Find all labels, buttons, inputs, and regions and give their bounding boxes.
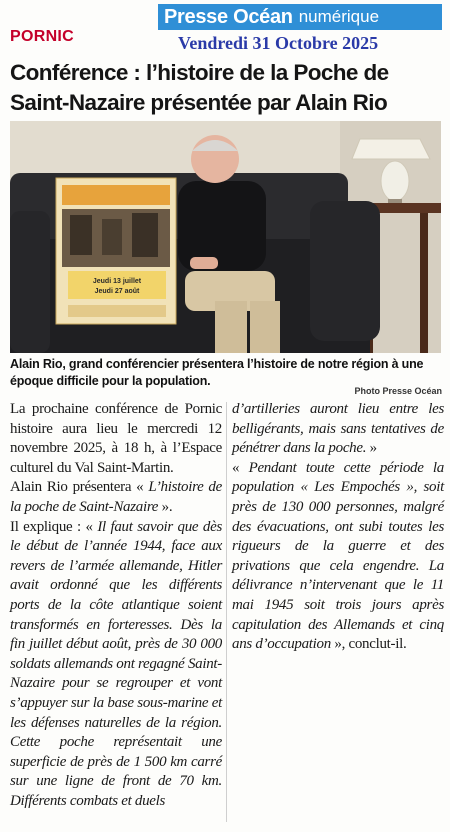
p2-start: Alain Rio présentera « (10, 479, 149, 496)
quote-1-continued: d’artilleries auront lieu entre les belligérants, mais sans tentatives de pénétrer dans la poche. (232, 401, 444, 457)
quote-2: Pendant toute cette période la population « Les Empochés », soit près de 130 000 personnes, malgré des évacuations, ont subi toutes les rigueurs de la guerre et des privations que cela engendre. La délivrance n’intervenant que le 11 mai 1945 soit trois jours après capitulation des Allemands et cinq ans d’occupation (232, 459, 445, 653)
masthead-brand: Presse Océan (164, 5, 293, 28)
photo-caption: Alain Rio, grand conférencier présentera l’histoire de notre région à une époque difficile pour la population. (10, 357, 424, 388)
article-paragraph-4 (232, 459, 444, 655)
article-paragraph-3 (10, 518, 222, 812)
article-paragraph-2 (10, 478, 222, 517)
photo-credit: Photo Presse Océan (354, 386, 442, 396)
article-photo (10, 121, 441, 353)
p2-end: ». (158, 498, 173, 515)
photo-illustration (10, 121, 441, 353)
poster-date-1: Jeudi 13 juillet (92, 278, 142, 285)
headline: Conférence : l’histoire de la Poche de Saint-Nazaire présentée par Alain Rio (10, 60, 389, 115)
p4-end: », conclut-il. (330, 636, 407, 653)
conference-title: L’histoire de la poche de Saint-Nazaire (10, 479, 222, 515)
article-column-left (10, 400, 222, 811)
poster-date-2: Jeudi 27 août (94, 288, 140, 295)
section-label: PORNIC (10, 28, 75, 45)
article-paragraph-3-continued (232, 400, 444, 459)
publication-date: Vendredi 31 Octobre 2025 (178, 33, 379, 53)
article-paragraph-1: La prochaine conférence de Pornic histoire aura lieu le mercredi 12 novembre 2025, à 18 h, à l’Espace culturel du Val Saint-Martin. (10, 401, 222, 476)
p3-start: Il explique : « (10, 518, 98, 535)
p3-end-continued: » (366, 440, 377, 457)
article-column-right (232, 400, 444, 655)
p4-start: « (232, 459, 249, 476)
quote-1: Il faut savoir que dès le début de l’année 1944, face aux revers de l’armée allemande, Hitler avait ordonné que les différents ports de la côte atlantique soient transformés en forteresses. Dès la fin juillet début août, près de 30 000 soldats allemands ont regagné Saint-Nazaire pour se regrouper et vont s’appuyer sur la base sous-marine et les défenses naturelles de la région. Cette poche représentait une superficie de près de 1 500 km carré sur une ligne de front de 70 km. Différents combats et duels (10, 518, 222, 809)
masthead-edition: numérique (298, 7, 380, 26)
masthead (158, 4, 442, 30)
column-divider (226, 402, 227, 822)
